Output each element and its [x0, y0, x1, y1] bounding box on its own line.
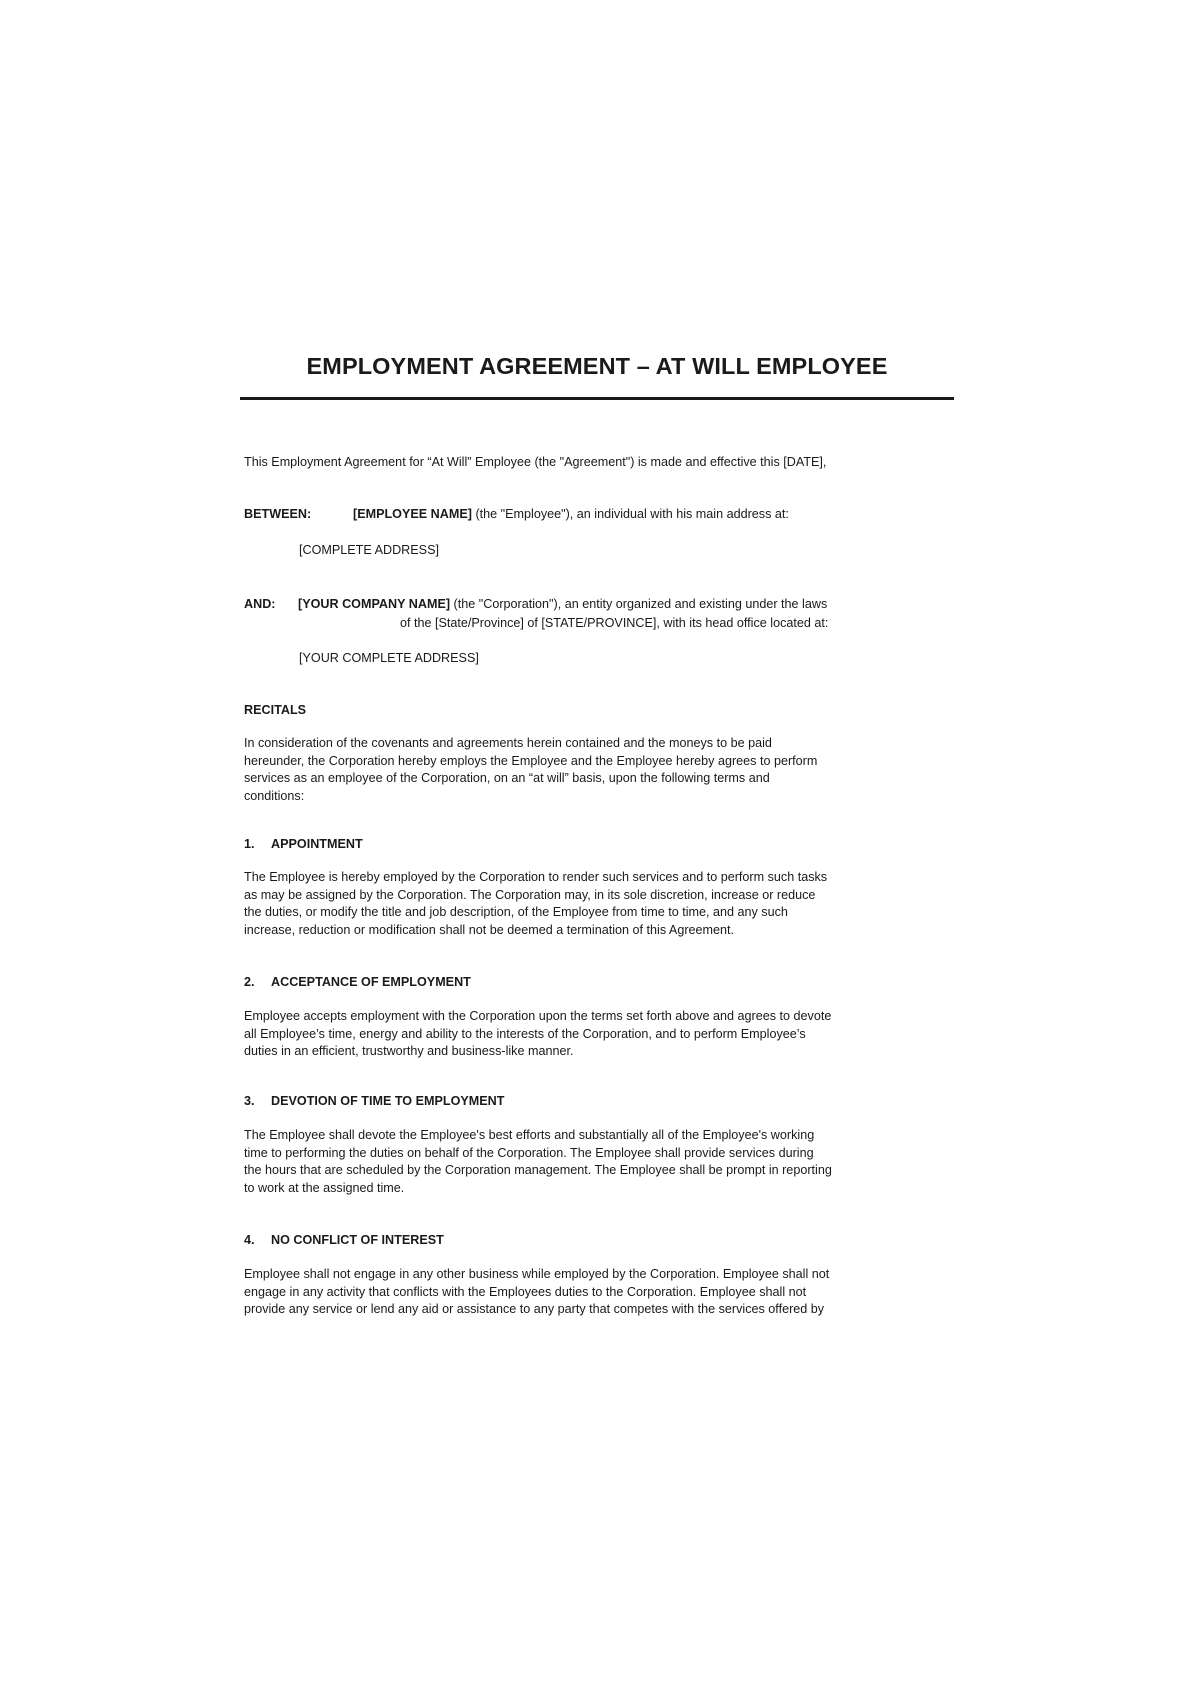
paragraph-line: The Employee is hereby employed by the Corporation to render such services and to perform such tasks [244, 870, 828, 884]
company-description: (the "Corporation"), an entity organized and existing under the laws [450, 597, 828, 611]
paragraph-line: Employee accepts employment with the Corporation upon the terms set forth above and agrees to devote [244, 1009, 832, 1023]
paragraph-line: time to performing the duties on behalf of the Corporation. The Employee shall provide services during [244, 1145, 814, 1160]
section-number: 2. [244, 975, 255, 989]
between-party-line [244, 506, 789, 522]
paragraph-line: as may be assigned by the Corporation. The Corporation may, in its sole discretion, increase or reduce [244, 887, 816, 902]
paragraph-line: to work at the assigned time. [244, 1180, 405, 1195]
section-number: 3. [244, 1094, 255, 1108]
paragraph-line: Employee shall not engage in any other business while employed by the Corporation. Employee shall not [244, 1267, 830, 1281]
intro-paragraph: This Employment Agreement for “At Will” Employee (the "Agreement") is made and effective this [DATE], [244, 455, 827, 469]
section-heading-devotion [244, 1094, 504, 1108]
paragraph-line: the duties, or modify the title and job description, of the Employee from time to time, and any such [244, 905, 788, 919]
and-party-line [244, 596, 827, 612]
section-heading-conflict [244, 1233, 444, 1247]
document-title: EMPLOYMENT AGREEMENT – AT WILL EMPLOYEE [306, 353, 888, 379]
section-title: APPOINTMENT [271, 837, 363, 851]
title-underline [240, 397, 954, 400]
paragraph-line: engage in any activity that conflicts with the Employees duties to the Corporation. Employee shall not [244, 1284, 807, 1299]
section-heading-appointment [244, 837, 363, 851]
recitals-heading: RECITALS [244, 703, 307, 717]
section-title: ACCEPTANCE OF EMPLOYMENT [271, 975, 471, 989]
and-label: AND: [244, 597, 276, 611]
company-name-placeholder: [YOUR COMPANY NAME] [298, 597, 451, 611]
paragraph-line: conditions: [244, 788, 305, 803]
paragraph-line: In consideration of the covenants and agreements herein contained and the moneys to be paid [244, 736, 772, 750]
company-description-line2: of the [State/Province] of [STATE/PROVINCE], with its head office located at: [400, 616, 829, 630]
paragraph-line: The Employee shall devote the Employee's best efforts and substantially all of the Employee's working [244, 1128, 815, 1142]
section-body-appointment [244, 869, 954, 939]
section-heading-acceptance [244, 975, 471, 989]
section-title: DEVOTION OF TIME TO EMPLOYMENT [271, 1094, 505, 1108]
section-body-acceptance [244, 1008, 954, 1061]
paragraph-line: hereunder, the Corporation hereby employs the Employee and the Employee hereby agrees to perform [244, 753, 818, 768]
company-address-placeholder: [YOUR COMPLETE ADDRESS] [299, 651, 479, 665]
employee-name-placeholder: [EMPLOYEE NAME] [353, 507, 472, 521]
between-label: BETWEEN: [244, 507, 312, 521]
paragraph-line: duties in an efficient, trustworthy and business-like manner. [244, 1044, 574, 1058]
paragraph-line: the hours that are scheduled by the Corporation management. The Employee shall be prompt in reporting [244, 1163, 832, 1177]
section-title: NO CONFLICT OF INTEREST [271, 1233, 444, 1247]
paragraph-line: services as an employee of the Corporation, on an “at will” basis, upon the following terms and [244, 771, 770, 785]
paragraph-line: increase, reduction or modification shall not be deemed a termination of this Agreement. [244, 922, 735, 937]
section-number: 1. [244, 837, 255, 851]
section-body-conflict [244, 1266, 954, 1319]
paragraph-line: all Employee’s time, energy and ability to the interests of the Corporation, and to perform Employee’s [244, 1026, 806, 1041]
recitals-paragraph [244, 735, 954, 805]
section-body-devotion [244, 1127, 954, 1197]
employee-description: (the "Employee"), an individual with his main address at: [471, 507, 789, 521]
paragraph-line: provide any service or lend any aid or assistance to any party that competes with the services offered by [244, 1302, 825, 1316]
employee-address-placeholder: [COMPLETE ADDRESS] [299, 543, 439, 557]
section-number: 4. [244, 1233, 255, 1247]
